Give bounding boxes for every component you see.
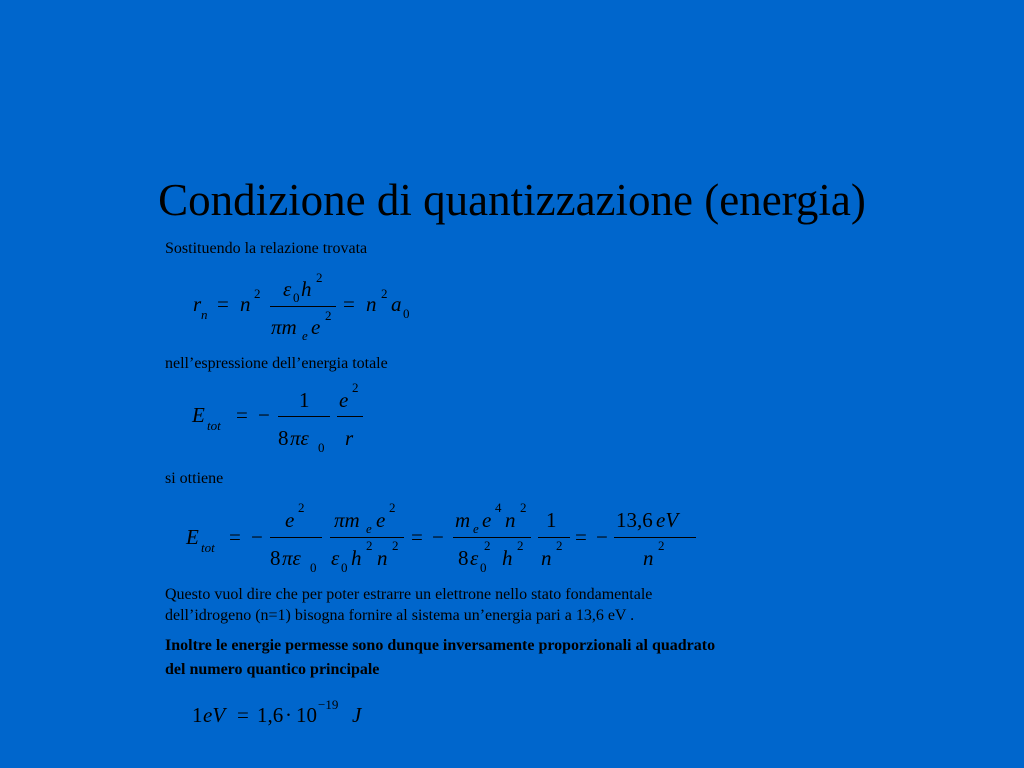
intro-text: Sostituendo la relazione trovata <box>165 240 368 257</box>
slide-title: Condizione di quantizzazione (energia) <box>158 175 866 225</box>
conclusion-line-1: Inoltre le energie permesse sono dunque inversamente proporzionali al quadrato <box>165 637 716 654</box>
explanation-line-1: Questo vuol dire che per poter estrarre un elettrone nello stato fondamentale <box>165 586 653 603</box>
obtains-text: si ottiene <box>165 470 224 487</box>
explanation-line-2: dell’idrogeno (n=1) bisogna fornire al sistema un’energia pari a 13,6 eV . <box>165 607 635 624</box>
middle-text: nell’espressione dell’energia totale <box>165 355 388 372</box>
conclusion-line-2: del numero quantico principale <box>165 661 380 678</box>
